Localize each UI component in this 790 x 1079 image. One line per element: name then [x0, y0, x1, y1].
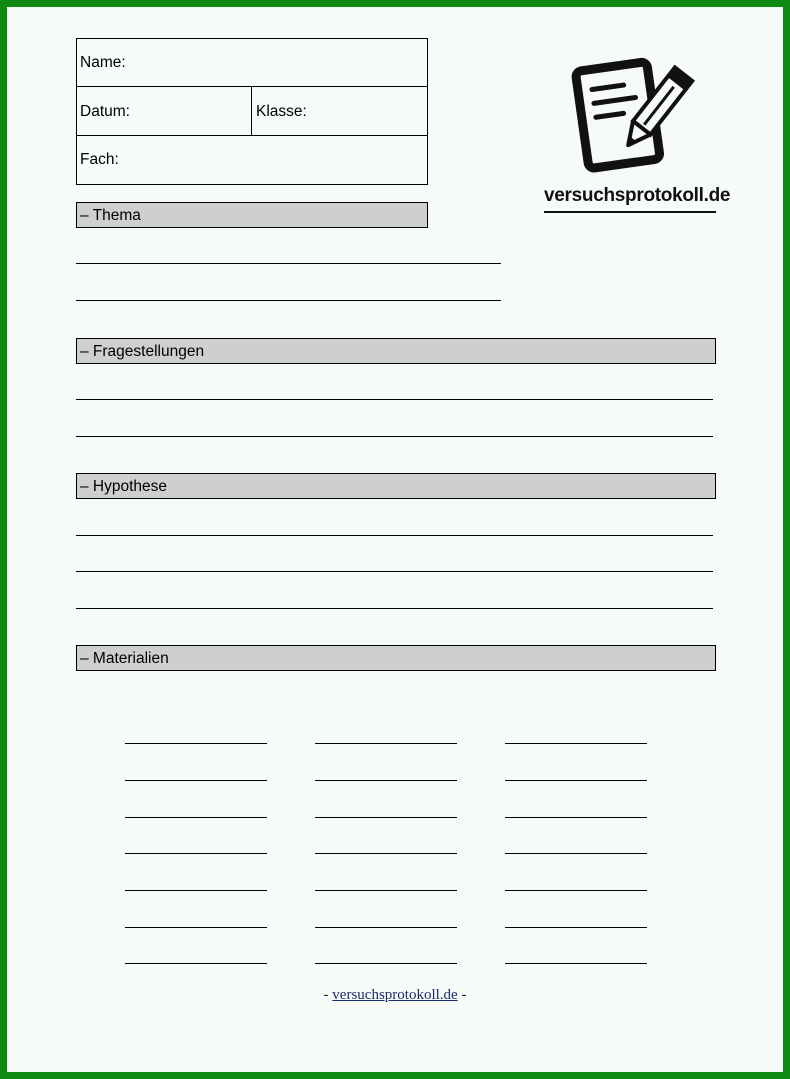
material-line[interactable] — [505, 963, 647, 964]
material-line[interactable] — [125, 853, 267, 854]
footer-link[interactable]: versuchsprotokoll.de — [332, 987, 458, 1003]
writing-line[interactable] — [76, 535, 713, 536]
section-hypothese-title: – Hypothese — [80, 478, 168, 495]
info-table — [76, 38, 428, 185]
logo — [544, 55, 731, 215]
material-line[interactable] — [315, 927, 457, 928]
material-line[interactable] — [125, 780, 267, 781]
material-line[interactable] — [125, 890, 267, 891]
fach-label: Fach: — [80, 151, 119, 168]
writing-line[interactable] — [76, 300, 501, 301]
material-line[interactable] — [505, 743, 647, 744]
material-line[interactable] — [315, 817, 457, 818]
material-line[interactable] — [315, 780, 457, 781]
section-thema-title: – Thema — [80, 207, 141, 224]
footer — [0, 987, 790, 1004]
klasse-label: Klasse: — [256, 103, 307, 120]
writing-line[interactable] — [76, 436, 713, 437]
fach-row[interactable] — [77, 136, 427, 184]
writing-line[interactable] — [76, 399, 713, 400]
footer-prefix: - — [323, 987, 333, 1003]
section-hypothese — [76, 473, 716, 499]
writing-line[interactable] — [76, 608, 713, 609]
datum-label: Datum: — [80, 103, 130, 120]
material-line[interactable] — [315, 853, 457, 854]
footer-suffix: - — [457, 987, 467, 1003]
material-line[interactable] — [125, 963, 267, 964]
material-line[interactable] — [505, 890, 647, 891]
material-line[interactable] — [125, 743, 267, 744]
material-line[interactable] — [315, 890, 457, 891]
material-line[interactable] — [315, 743, 457, 744]
name-label: Name: — [80, 54, 126, 71]
material-line[interactable] — [505, 780, 647, 781]
datum-klasse-row — [77, 87, 427, 136]
name-row[interactable] — [77, 39, 427, 87]
table-divider — [251, 87, 252, 136]
material-line[interactable] — [505, 817, 647, 818]
document-pencil-icon — [544, 55, 716, 180]
logo-text: versuchsprotokoll.de — [544, 185, 731, 206]
section-fragestellungen — [76, 338, 716, 364]
material-line[interactable] — [315, 963, 457, 964]
material-line[interactable] — [125, 817, 267, 818]
material-line[interactable] — [505, 927, 647, 928]
logo-underline — [544, 211, 716, 213]
material-line[interactable] — [505, 853, 647, 854]
material-line[interactable] — [125, 927, 267, 928]
section-thema — [76, 202, 428, 228]
writing-line[interactable] — [76, 571, 713, 572]
section-fragestellungen-title: – Fragestellungen — [80, 343, 205, 360]
section-materialien-title: – Materialien — [80, 650, 169, 667]
section-materialien — [76, 645, 716, 671]
writing-line[interactable] — [76, 263, 501, 264]
